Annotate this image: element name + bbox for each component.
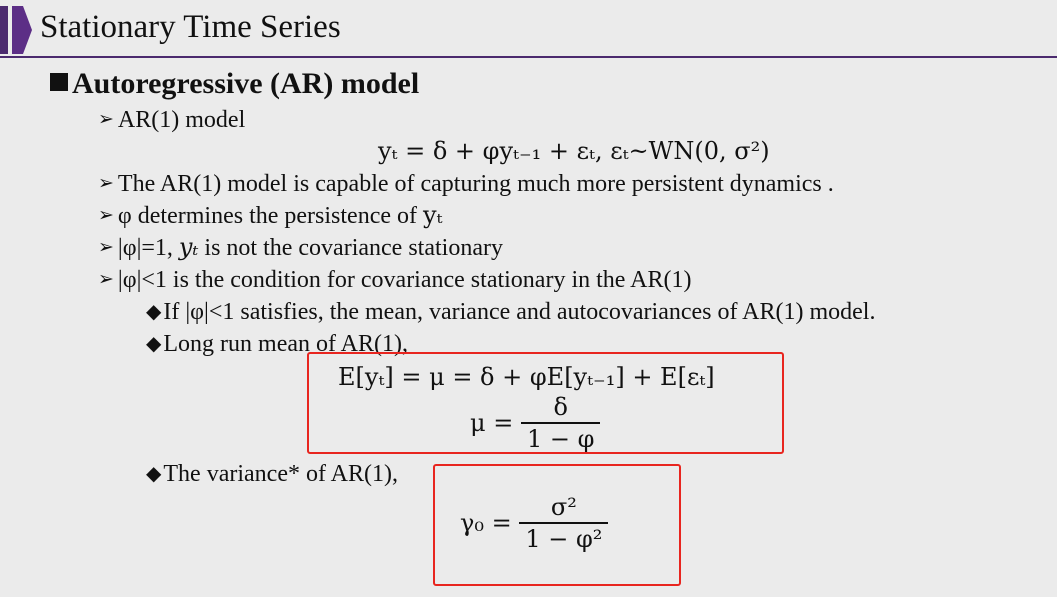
equation-variance [460,492,608,554]
bullet-text: φ determines the persistence of [117,203,423,229]
bullet-text: |φ|<1 is the condition for covariance stationary in the AR(1) [117,267,692,293]
fraction-numerator: σ² [550,493,577,521]
bullet-text: |φ|=1, [117,235,179,261]
equation-mean-expectation: E[yₜ] = μ = δ + φE[yₜ₋₁] + E[εₜ] [338,363,715,391]
equation-ar1: yₜ = δ + φyₜ₋₁ + εₜ, εₜ~WN(0, σ²) [378,137,770,165]
bullet-persistent-dynamics [98,168,834,199]
bullet-text: is not the covariance stationary [198,235,503,261]
bullet-text: AR(1) model [117,107,246,133]
bullet-stationary-condition [98,264,691,295]
bullet-phi-persistence [98,200,442,231]
arrow-bullet-icon: ➢ [98,268,114,290]
equation-lhs: γ₀ = [460,509,512,537]
arrow-bullet-icon: ➢ [98,236,114,258]
accent-chevron-icon [23,6,32,54]
subbullet-text: The variance* of AR(1), [163,461,398,487]
slide-title: Stationary Time Series [40,9,341,45]
equation-mean-solution [470,392,600,454]
diamond-bullet-icon: ◆ [146,299,162,323]
fraction-denominator: 1 − φ² [519,522,608,554]
math-var: yₜ [178,233,199,261]
subbullet-text: If |φ|<1 satisfies, the mean, variance and autocovariances of AR(1) model. [163,299,876,325]
math-var: yₜ [423,201,443,229]
accent-bar [12,6,23,54]
section-heading [50,66,419,102]
square-bullet-icon [50,73,68,91]
subbullet-moments [146,296,875,327]
section-heading-text: Autoregressive (AR) model [72,67,420,100]
bullet-text: The AR(1) model is capable of capturing much more persistent dynamics . [117,171,834,197]
arrow-bullet-icon: ➢ [98,204,114,226]
diamond-bullet-icon: ◆ [146,331,162,355]
bullet-unit-root [98,232,503,263]
fraction [519,492,608,554]
accent-bar [0,6,8,54]
equation-lhs: μ = [470,409,514,437]
diamond-bullet-icon: ◆ [146,461,162,485]
title-divider [0,56,1057,58]
arrow-bullet-icon: ➢ [98,172,114,194]
arrow-bullet-icon: ➢ [98,108,114,130]
subbullet-text: Long run mean of AR(1), [163,331,409,357]
fraction-numerator: δ [553,393,568,421]
fraction [521,392,600,454]
fraction-denominator: 1 − φ [521,422,600,454]
subbullet-variance [146,458,398,489]
bullet-ar1-model [98,104,245,135]
